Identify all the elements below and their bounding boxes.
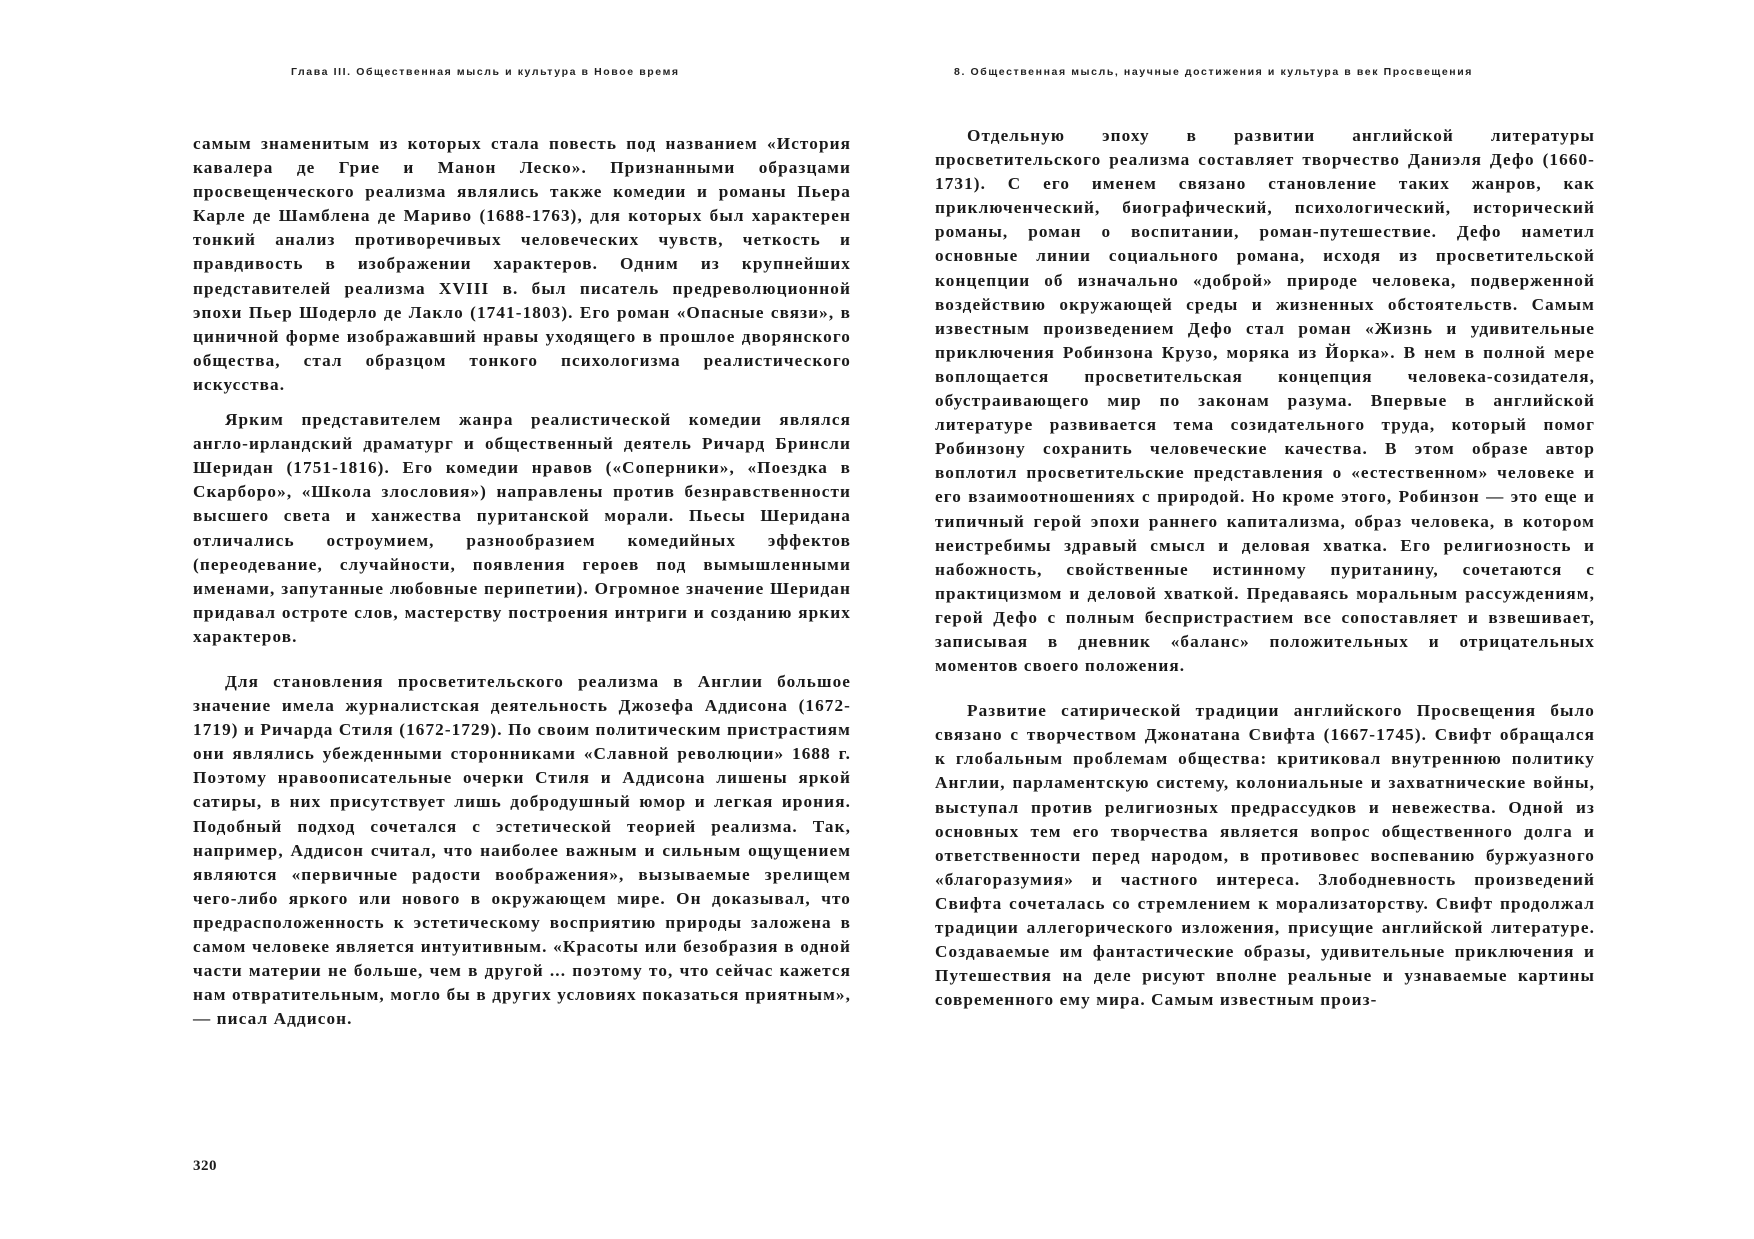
left-text-block [193,132,851,1031]
paragraph: Для становления просветительского реализма в Англии большое значение имела журналистская деятельность Джозефа Аддисона (1672-1719) и Ричарда Стиля (1672-1729). По своим политическим пристрастиям они являлись убежденными сторонниками «Славной революции» 1688 г. Поэтому нравоописательные очерки Стиля и Аддисона лишены яркой сатиры, в них присутствует лишь добродушный юмор и легкая ирония. Подобный подход сочетался с эстетической теорией реализма. Так, например, Аддисон считал, что наиболее важным и сильным ощущением являются «первичные радости воображения», вызываемые зрелищем чего-либо яркого или нового в окружающем мире. Он доказывал, что предрасположенность к эстетическому восприятию природы заложена в самом человеке является интуитивным. «Красоты или безобразия в одной части материи не больше, чем в другой ... поэтому то, что сейчас кажется нам отвратительным, могло бы в других условиях показаться приятным», — писал Аддисон. [193,671,851,1029]
paragraph: Ярким представителем жанра реалистической комедии являлся англо-ирландский драматург и общественный деятель Ричард Бринсли Шеридан (1751-1816). Его комедии нравов («Соперники», «Поездка в Скарборо», «Школа злословия») направлены против безнравственности высшего света и ханжества пуританской морали. Пьесы Шеридана отличались остроумием, разнообразием комедийных эффектов (переодевание, случайности, появления героев под вымышленными именами, запутанные любовные перипетии). Огромное значение Шеридан придавал остроте слов, мастерству построения интриги и созданию ярких характеров. [193,410,851,646]
paragraph: самым знаменитым из которых стала повесть под названием «История кавалера де Грие и Манон Леско». Признанными образцами просвещенческого реализма являлись также комедии и романы Пьера Карле де Шамблена де Мариво (1688-1763), для которых был характерен тонкий анализ противоречивых человеческих чувств, четкость и правдивость в изображении характеров. Одним из крупнейших представителей реализма XVIII в. был писатель предреволюционной эпохи Пьер Шодерло де Лакло (1741-1803). Его роман «Опасные связи», в циничной форме изображавший нравы уходящего в прошлое дворянского общества, стал образцом тонкого психологизма реалистического искусства. [193,134,851,394]
right-running-head: 8. Общественная мысль, научные достижения и культура в век Просвещения [954,66,1474,78]
right-text-block [935,124,1595,1012]
left-running-head: Глава III. Общественная мысль и культура в Новое время [291,66,680,78]
right-page [877,0,1754,1239]
paragraph: Отдельную эпоху в развитии английской литературы просветительского реализма составляет творчество Даниэля Дефо (1660-1731). С его именем связано становление таких жанров, как приключенческий, биографический, психологический, исторический романы, роман о воспитании, роман-путешествие. Дефо наметил основные линии социального романа, исходя из просветительской концепции об изначально «доброй» природе человека, подверженной воздействию окружающей среды и жизненных обстоятельств. Самым известным произведением Дефо стал роман «Жизнь и удивительные приключения Робинзона Крузо, моряка из Йорка». В нем в полной мере воплощается просветительская концепция человека-созидателя, обустраивающего мир по законам разума. Впервые в английской литературе развивается тема созидательного труда, который помог Робинзону сохранить человеческие качества. В этом образе автор воплотил просветительские представления о «естественном» человеке и его взаимоотношениях с природой. Но кроме этого, Робинзон — это еще и типичный герой эпохи раннего капитализма, образ человека, в котором неистребимы здравый смысл и деловая хватка. Его религиозность и набожность, свойственные истинному пуританину, сочетаются с практицизмом и деловой хваткой. Предаваясь моральным рассуждениям, герой Дефо с полным беспристрастием все сопоставляет и взвешивает, записывая в дневник «баланс» положительных и отрицательных моментов своего положения. [935,126,1595,676]
page-number: 320 [193,1158,217,1174]
paragraph: Развитие сатирической традиции английского Просвещения было связано с творчеством Джонатана Свифта (1667-1745). Свифт обращался к глобальным проблемам общества: критиковал внутреннюю политику Англии, парламентскую систему, колониальные и захватнические войны, выступал против религиозных предрассудков и невежества. Одной из основных тем его творчества является вопрос общественного долга и ответственности перед народом, в противовес воспеванию буржуазного «благоразумия» и частного интереса. Злободневность произведений Свифта сочеталась со стремлением к морализаторству. Свифт продолжал традиции аллегорического изложения, присущие английской литературе. Создаваемые им фантастические образы, удивительные приключения и Путешествия на деле рисуют вполне реальные и узнаваемые картины современного ему мира. Самым известным произ- [935,701,1595,1010]
